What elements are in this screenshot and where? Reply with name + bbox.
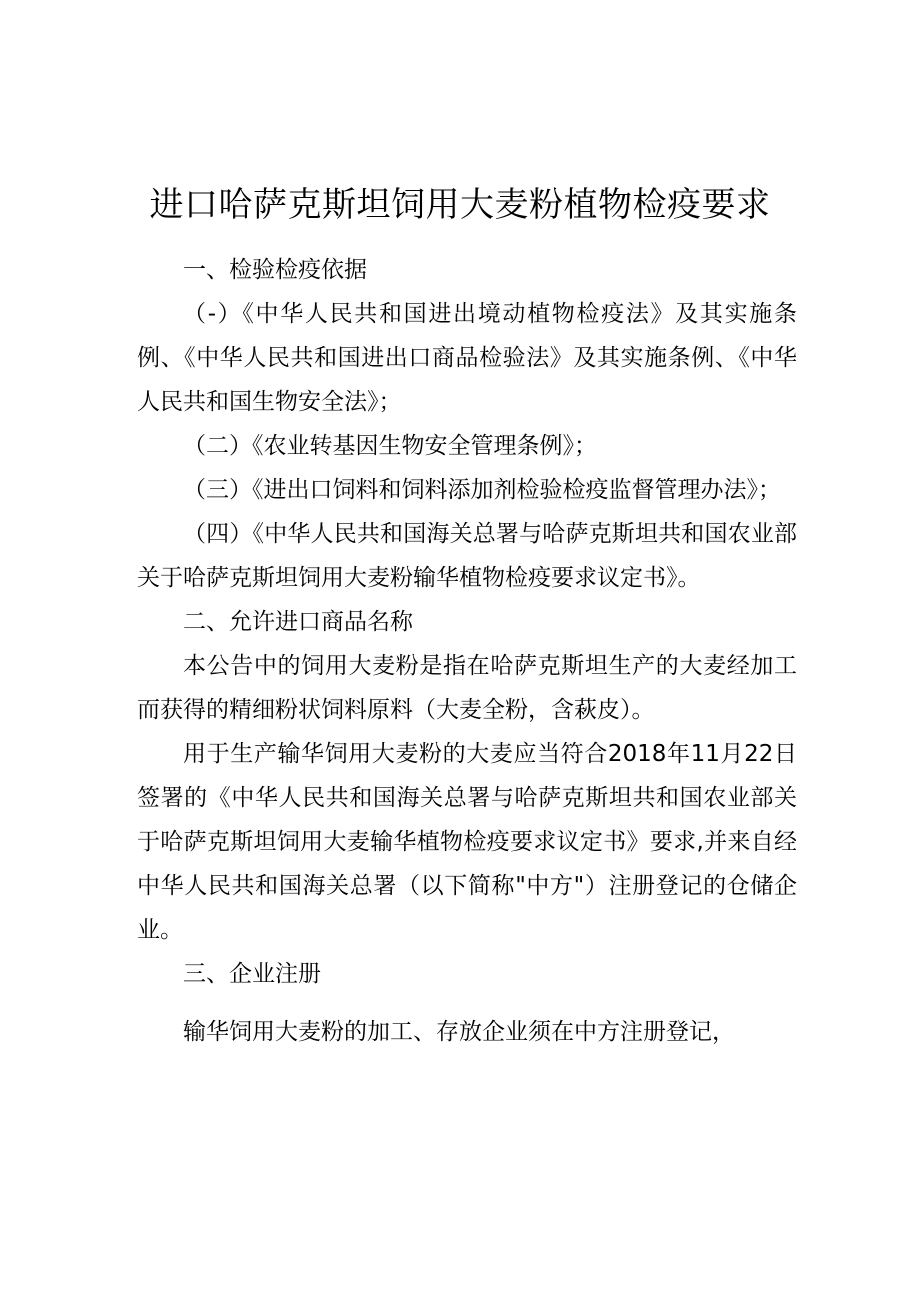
section-heading-2: 二、允许进口商品名称 xyxy=(183,609,413,635)
section-heading-1: 一、检验检疫依据 xyxy=(183,257,367,283)
section-1-paragraph-4: （四）《中华人民共和国海关总署与哈萨克斯坦共和国农业部关于哈萨克斯坦饲用大麦粉输华植物检疫要求议定书》。 xyxy=(137,521,797,591)
section-heading-3: 三、企业注册 xyxy=(183,961,321,987)
section-1-paragraph-1: （-）《中华人民共和国进出境动植物检疫法》及其实施条例、《中华人民共和国进出口商品检验法》及其实施条例、《中华人民共和国生物安全法》； xyxy=(137,301,797,415)
section-3-paragraph-1: 输华饲用大麦粉的加工、存放企业须在中方注册登记， xyxy=(183,1019,735,1045)
section-2-paragraph-1: 本公告中的饲用大麦粉是指在哈萨克斯坦生产的大麦经加工而获得的精细粉状饲料原料（大麦全粉，含萩皮）。 xyxy=(137,653,797,723)
document-body xyxy=(137,248,797,1054)
section-1-paragraph-3: （三）《进出口饲料和饲料添加剂检验检疫监督管理办法》； xyxy=(183,477,781,503)
section-1-paragraph-2: （二）《农业转基因生物安全管理条例》； xyxy=(183,433,597,459)
document-title: 进口哈萨克斯坦饲用大麦粉植物检疫要求 xyxy=(149,184,771,225)
section-2-paragraph-2: 用于生产输华饲用大麦粉的大麦应当符合2018年11月22日签署的《中华人民共和国海关总署与哈萨克斯坦共和国农业部关于哈萨克斯坦饲用大麦输华植物检疫要求议定书》要求,并来自经中华人民共和国海关总署（以下简称"中方"）注册登记的仓储企业。 xyxy=(137,741,797,943)
